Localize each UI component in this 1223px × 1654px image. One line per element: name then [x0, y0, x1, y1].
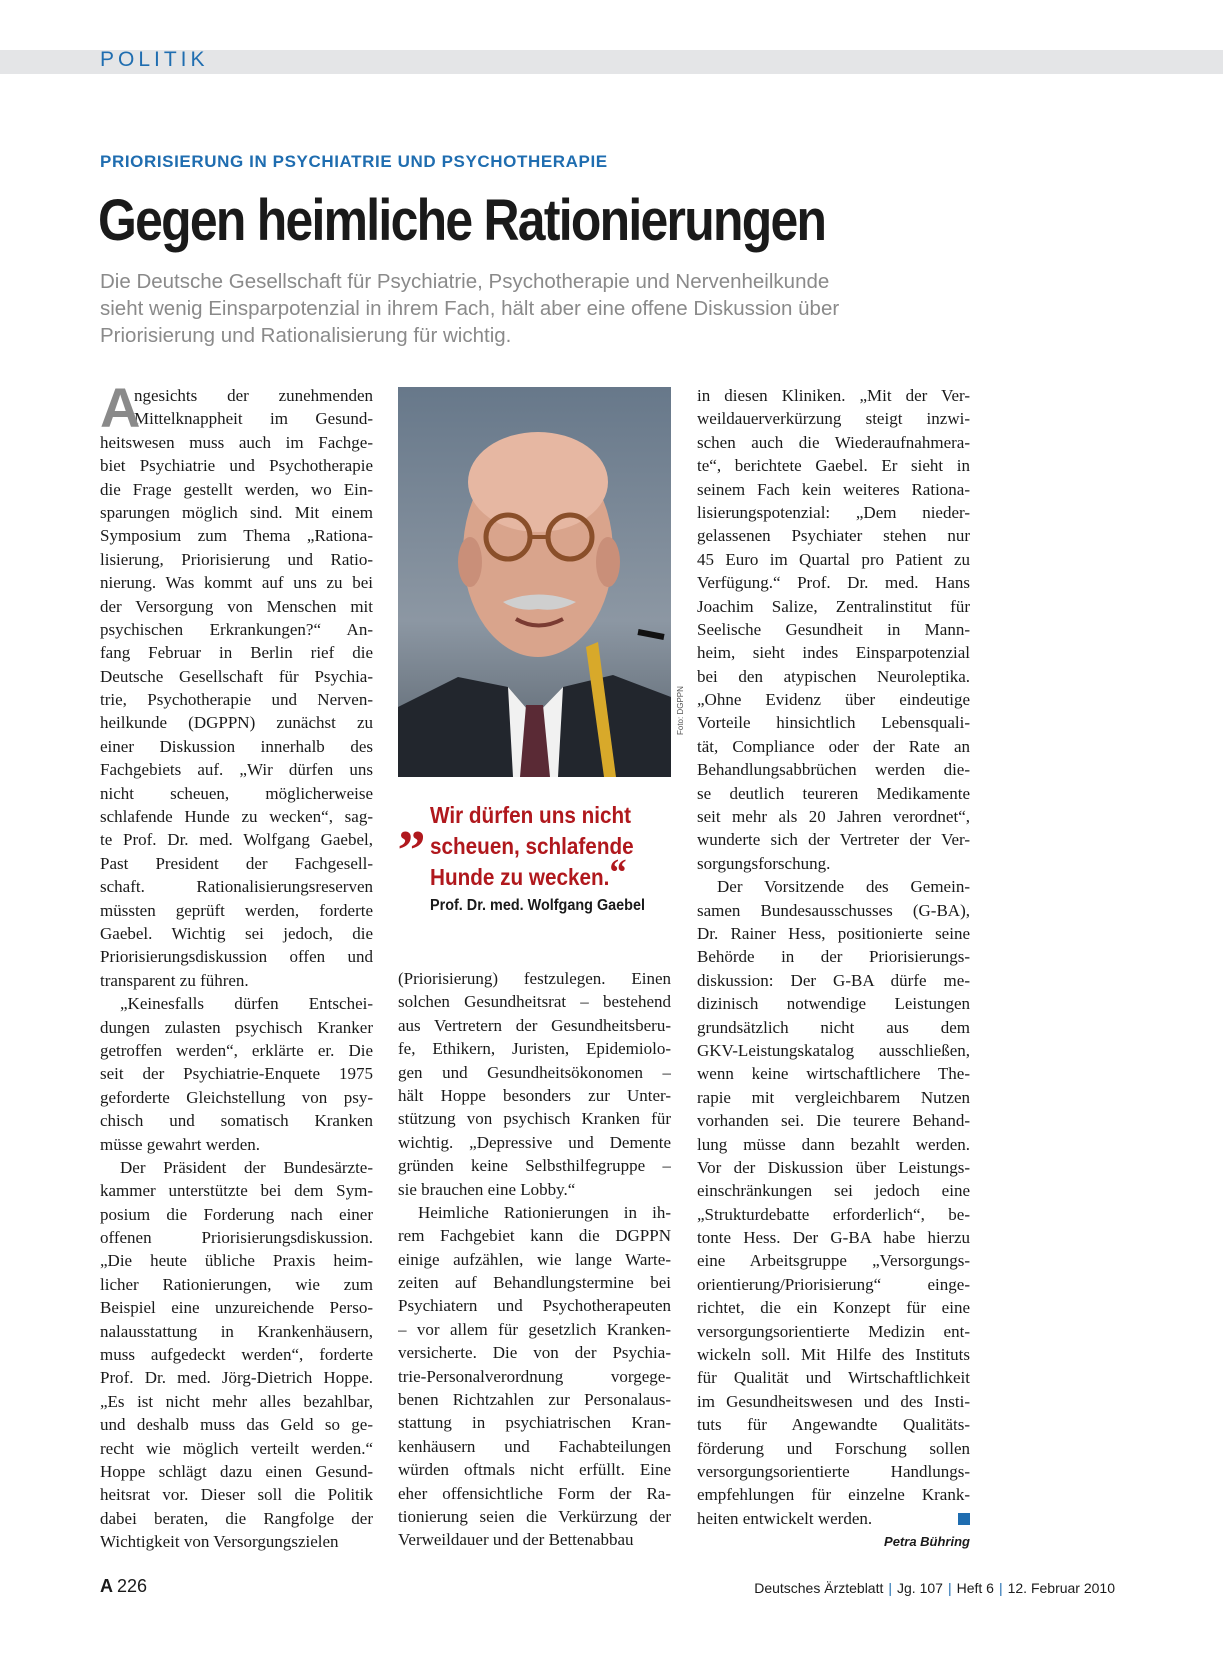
article-line: kenhäusern und Fachabteilungen: [398, 1436, 671, 1456]
article-line: einige aufzählen, wie lange Warte-: [398, 1249, 671, 1269]
article-line: dungen zulasten psychisch Kranker: [100, 1017, 373, 1037]
article-line: einschränkungen sei jedoch eine: [697, 1181, 970, 1201]
article-line: chisch und somatisch Kranken: [100, 1111, 373, 1131]
article-line: Fachgebiets auf. „Wir dürfen uns: [100, 760, 373, 780]
article-line: GKV-Leistungskatalog ausschließen,: [697, 1040, 970, 1060]
headline: Gegen heimliche Rationierungen: [98, 188, 826, 253]
article-line: gen und Gesundheitsökonomen –: [398, 1062, 671, 1082]
article-line: wickeln soll. Mit Hilfe des Instituts: [697, 1345, 970, 1365]
portrait-photo: [398, 387, 671, 777]
closing-quote-icon: “: [609, 852, 627, 894]
article-line: empfehlungen für einzelne Krank-: [697, 1485, 970, 1505]
article-line: orientierung/Priorisierung“ einge-: [697, 1274, 970, 1294]
lead-line: sieht wenig Einsparpotenzial in ihrem Fach, hält aber eine offene Diskussion über: [100, 297, 840, 320]
lead: [100, 268, 960, 349]
article-line: sie brauchen eine Lobby.“: [398, 1179, 576, 1199]
article-line: diskussion: Der G-BA dürfe me-: [697, 970, 970, 990]
article-line: Der Vorsitzende des Gemein-: [717, 877, 970, 897]
article-line: Vor der Diskussion über Leistungs-: [697, 1157, 970, 1177]
article-line: wunderte sich der Vertreter der Ver-: [697, 830, 970, 850]
article-line: tuts für Angewandte Qualitäts-: [697, 1415, 970, 1435]
article-line: seinem Fach kein weiteres Rationa-: [697, 479, 970, 499]
article-line: fe, Ethikern, Juristen, Epidemiolo-: [398, 1039, 671, 1059]
article-line: tonte Hess. Der G-BA habe hierzu: [697, 1228, 970, 1248]
article-line: eine Arbeitsgruppe „Versorgungs-: [697, 1251, 970, 1271]
article-line: heitsrat vor. Dieser soll die Politik: [100, 1485, 373, 1505]
article-line: Psychiatern und Psychotherapeuten: [398, 1296, 671, 1316]
article-line: Gaebel. Wichtig sei jedoch, die: [100, 923, 373, 943]
article-line: trie-Personalverordnung vorgege-: [398, 1366, 671, 1386]
footer-citation: [754, 1580, 1115, 1596]
article-line: rapie mit vergleichbarem Nutzen: [697, 1087, 970, 1107]
pull-quote-line: scheuen, schlafende: [430, 833, 634, 859]
article-line: für Qualität und Wirtschaftlichkeit: [697, 1368, 970, 1388]
article-line: tionierung seien die Verkürzung der: [398, 1506, 671, 1526]
article-line: psychischen Erkrankungen?“ An-: [100, 619, 373, 639]
article-line: geforderte Gleichstellung von psy-: [100, 1087, 373, 1107]
article-line: würden oftmals nicht erfüllt. Eine: [398, 1460, 671, 1480]
article-line: heitswesen muss auch im Fachge-: [100, 432, 373, 452]
article-line: solchen Gesundheitsrat – bestehend: [398, 992, 671, 1012]
article-line: posium die Forderung nach einer: [100, 1204, 373, 1224]
article-line: versicherte. Die von der Psychia-: [398, 1343, 671, 1363]
article-line: „Die heute übliche Praxis heim-: [100, 1251, 373, 1271]
article-line: nalausstattung in Krankenhäusern,: [100, 1321, 373, 1341]
page-prefix: A: [100, 1576, 113, 1596]
photo-credit: Foto: DGPPN: [676, 686, 685, 735]
article-line: Wichtigkeit von Versorgungszielen: [100, 1532, 339, 1552]
article-line: grundsätzlich nicht aus dem: [697, 1017, 970, 1037]
article-line: Past President der Fachgesell-: [100, 853, 373, 873]
article-line-end: [697, 1507, 970, 1530]
article-line: te“, berichtete Gaebel. Er sieht in: [697, 456, 970, 476]
article-line: förderung und Forschung sollen: [697, 1438, 970, 1458]
article-line: kammer unterstützte bei dem Sym-: [100, 1181, 373, 1201]
article-line: Verweildauer und der Bettenabbau: [398, 1530, 634, 1550]
article-line: Dr. Rainer Hess, positionierte seine: [697, 923, 970, 943]
article-line: Prof. Dr. med. Jörg-Dietrich Hoppe.: [100, 1368, 373, 1388]
article-line: Verfügung.“ Prof. Dr. med. Hans: [697, 573, 970, 593]
separator: |: [947, 1580, 952, 1596]
article-line: seit mehr als 20 Jahren verordnet“,: [697, 807, 970, 827]
article-line: dizinisch notwendige Leistungen: [697, 994, 970, 1014]
issue-date: 12. Februar 2010: [1007, 1580, 1115, 1596]
article-line: hält Hoppe besonders zur Unter-: [398, 1085, 671, 1105]
article-line: samen Bundesausschusses (G-BA),: [697, 900, 970, 920]
volume: Jg. 107: [897, 1580, 943, 1596]
article-line: versorgungsorientierte Medizin ent-: [697, 1321, 970, 1341]
section-label: POLITIK: [100, 48, 209, 71]
article-column-3: [697, 384, 970, 1530]
end-mark-icon: [958, 1513, 970, 1525]
article-line: se deutlich teureren Medikamente: [697, 783, 970, 803]
article-line: heim, sieht indes Einsparpotenzial: [697, 643, 970, 663]
article-column-1: [100, 376, 373, 1554]
article-line: Mittelknappheit im Gesund-: [134, 409, 373, 429]
author-byline: Petra Bühring: [884, 1534, 970, 1549]
article-line: lisierungspotenzial: „Dem nieder-: [697, 502, 970, 522]
lead-line: Priorisierung und Rationalisierung für wichtig.: [100, 324, 512, 347]
article-line: te Prof. Dr. med. Wolfgang Gaebel,: [100, 830, 373, 850]
article-line: seit der Psychiatrie-Enquete 1975: [100, 1064, 373, 1084]
article-line: aus Vertretern der Gesundheitsberu-: [398, 1015, 671, 1035]
article-line: sparungen möglich sind. Mit einem: [100, 502, 373, 522]
article-line: Vorteile hinsichtlich Lebensquali-: [697, 713, 970, 733]
article-line: vorhanden sei. Die teurere Behand-: [697, 1111, 970, 1131]
article-line: dabei beraten, die Rangfolge der: [100, 1508, 373, 1528]
article-line: „Strukturdebatte erforderlich“, be-: [697, 1204, 970, 1224]
article-line: Priorisierungsdiskussion offen und: [100, 947, 373, 967]
kicker: PRIORISIERUNG IN PSYCHIATRIE UND PSYCHOTHERAPIE: [100, 152, 608, 171]
article-line: Behandlungsabbrüchen werden die-: [697, 760, 970, 780]
article-line: fang Februar in Berlin rief die: [100, 643, 373, 663]
article-line: im Gesundheitswesen und des Insti-: [697, 1391, 970, 1411]
page-number: [100, 1576, 147, 1597]
article-line: offenen Priorisierungsdiskussion.: [100, 1228, 373, 1248]
article-line: „Ohne Evidenz über eindeutige: [697, 690, 970, 710]
lead-line: Die Deutsche Gesellschaft für Psychiatrie, Psychotherapie und Nervenheilkunde: [100, 270, 830, 293]
separator: |: [998, 1580, 1003, 1596]
article-line: Joachim Salize, Zentralinstitut für: [697, 596, 970, 616]
article-line: bei den atypischen Neuroleptika.: [697, 666, 970, 686]
article-line: Der Präsident der Bundesärzte-: [120, 1157, 373, 1177]
article-line: Heimliche Rationierungen in ih-: [418, 1202, 671, 1222]
article-line: gelassenen Psychiater stehen nur: [697, 526, 970, 546]
article-line: schen auch die Wiederaufnahmera-: [697, 432, 970, 452]
article-line: die Frage gestellt werden, wo Ein-: [100, 479, 373, 499]
article-line: „Es ist nicht mehr alles bezahlbar,: [100, 1391, 373, 1411]
article-line: stattung in psychiatrischen Kran-: [398, 1413, 671, 1433]
article-line: schaft. Rationalisierungsreserven: [100, 877, 373, 897]
article-line: versorgungsorientierte Handlungs-: [697, 1461, 970, 1481]
article-line: in diesen Kliniken. „Mit der Ver-: [697, 386, 970, 405]
article-line: nicht scheuen, möglicherweise: [100, 783, 373, 803]
article-line: trie, Psychotherapie und Nerven-: [100, 690, 373, 710]
pull-quote-text: [430, 800, 647, 893]
article-line: müssten geprüft werden, forderte: [100, 900, 373, 920]
article-line: heiten entwickelt werden.: [697, 1508, 873, 1528]
journal-name: Deutsches Ärzteblatt: [754, 1580, 884, 1596]
article-line: 45 Euro im Quartal pro Patient zu: [697, 549, 970, 569]
article-line: und deshalb muss das Geld so ge-: [100, 1415, 373, 1435]
article-line: recht wie möglich verteilt werden.“: [100, 1438, 373, 1458]
article-line: wichtig. „Depressive und Demente: [398, 1132, 671, 1152]
article-line: eher offensichtliche Form der Ra-: [398, 1483, 671, 1503]
pull-quote-line: Wir dürfen uns nicht: [430, 802, 632, 828]
article-line: Hoppe schlägt dazu einen Gesund-: [100, 1461, 373, 1481]
article-line: Beispiel eine unzureichende Perso-: [100, 1298, 373, 1318]
separator: |: [888, 1580, 893, 1596]
article-line: licher Rationierungen, wie zum: [100, 1274, 373, 1294]
page-number-value: 226: [117, 1576, 148, 1596]
article-line: einer Diskussion innerhalb des: [100, 736, 373, 756]
issue: Heft 6: [956, 1580, 994, 1596]
article-line: Deutsche Gesellschaft für Psychia-: [100, 666, 373, 686]
article-line: zeiten auf Behandlungstermine bei: [398, 1273, 671, 1293]
article-line: schlafende Hunde zu wecken“, sag-: [100, 807, 373, 827]
article-line: Seelische Gesundheit in Mann-: [697, 619, 970, 639]
article-line: rem Fachgebiet kann die DGPPN: [398, 1226, 671, 1246]
article-line: tät, Compliance oder der Rate an: [697, 736, 970, 756]
article-line: heilkunde (DGPPN) zunächst zu: [100, 713, 373, 733]
opening-quote-icon: „: [398, 791, 426, 853]
article-line: lung müsse dann bezahlt werden.: [697, 1134, 970, 1154]
article-line: lisierung, Priorisierung und Ratio-: [100, 549, 373, 569]
dropcap: A: [100, 376, 141, 439]
article-line: wenn keine wirtschaftlichere The-: [697, 1064, 970, 1084]
article-column-2: [398, 967, 671, 1552]
article-line: (Priorisierung) festzulegen. Einen: [398, 969, 671, 988]
article-line: biet Psychiatrie und Psychotherapie: [100, 456, 373, 476]
article-line: benen Richtzahlen zur Personalaus-: [398, 1390, 671, 1410]
article-line: müsse gewahrt werden.: [100, 1134, 261, 1154]
article-line: Symposium zum Thema „Rationa-: [100, 526, 373, 546]
article-line: getroffen werden“, erklärte er. Die: [100, 1040, 373, 1060]
article-line: „Keinesfalls dürfen Entschei-: [120, 994, 373, 1014]
article-line: richtet, die ein Konzept für eine: [697, 1298, 970, 1318]
pull-quote-author: Prof. Dr. med. Wolfgang Gaebel: [430, 897, 645, 914]
article-line: weildauerverkürzung steigt inzwi-: [697, 409, 970, 429]
article-line: muss aufgedeckt werden“, forderte: [100, 1345, 373, 1365]
pull-quote-line: Hunde zu wecken.“: [430, 852, 627, 894]
article-line: stützung von psychisch Kranken für: [398, 1109, 671, 1129]
article-line: der Versorgung von Menschen mit: [100, 596, 373, 616]
article-line: – vor allem für gesetzlich Kranken-: [398, 1319, 671, 1339]
article-line: ngesichts der zunehmenden: [134, 386, 373, 405]
article-line: nierung. Was kommt auf uns zu bei: [100, 573, 373, 593]
article-line: sorgungsforschung.: [697, 853, 831, 873]
article-line: transparent zu führen.: [100, 970, 249, 990]
article-line: gründen keine Selbsthilfegruppe –: [398, 1156, 671, 1176]
pull-quote: [398, 791, 671, 915]
article-line: Behörde in der Priorisierungs-: [697, 947, 970, 967]
